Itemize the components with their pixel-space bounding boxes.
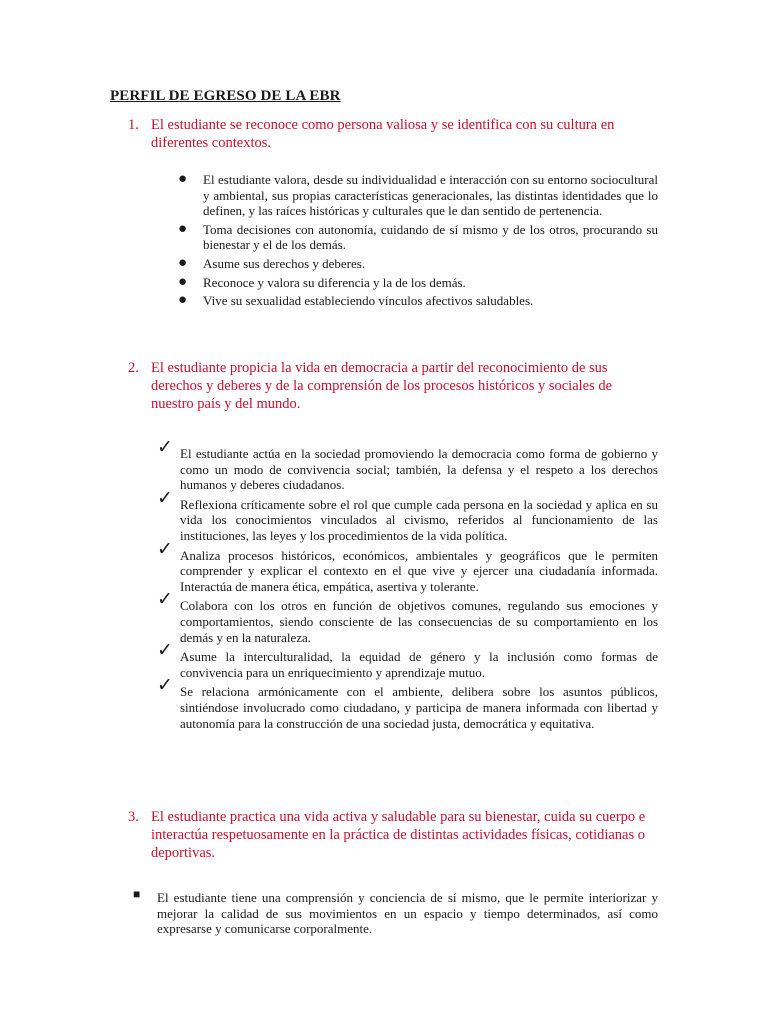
list-item [178,171,658,219]
list-item-text: Reconoce y valora su diferencia y la de los demás. [203,274,466,290]
bullet-icon: ● [178,254,188,271]
checkmark-icon: ✓ [157,675,173,697]
list-item-text: Vive su sexualidad estableciendo vínculos afectivos saludables. [203,293,534,309]
section-2-heading [128,359,658,413]
bullet-icon: ● [178,273,188,290]
section-3-bullet-list [133,887,658,937]
checkmark-icon: ✓ [157,589,173,611]
square-bullet-icon: ■ [133,887,141,901]
list-item [157,675,658,731]
page-title: PERFIL DE EGRESO DE LA EBR [110,88,341,104]
checkmark-icon: ✓ [157,640,173,662]
list-item [157,589,658,645]
checkmark-icon: ✓ [157,538,173,560]
bullet-icon: ● [178,292,188,309]
section-text: El estudiante practica una vida activa y saludable para su bienestar, cuida su cuerpo e interactúa respetuosamente en la práctica de distintas actividades físicas, cotidianas o deportivas. [151,809,646,861]
list-item [133,887,658,937]
section-1-heading [128,116,658,152]
list-item [157,487,658,544]
bullet-icon: ● [178,171,188,187]
section-text: El estudiante propicia la vida en democracia a partir del reconocimiento de sus derechos y deberes y de la comprensión de los procesos históricos y sociales de nuestro país y del mundo. [151,360,613,412]
list-item-text: El estudiante valora, desde su individualidad e interacción con su entorno sociocultural y ambiental, sus propias características generacionales, las distintas identidades que lo definen, y las raíces históricas y culturales que le dan sentido de pertenencia. [203,172,658,219]
list-item [157,538,658,595]
list-item-text: Se relaciona armónicamente con el ambiente, delibera sobre los asuntos públicos, sintiéndose involucrado como ciudadano, y participa de manera informada con libertad y autonomía para la construcción de una sociedad justa, democrática y equitativa. [180,684,658,731]
list-item [178,254,658,272]
section-text: El estudiante se reconoce como persona valiosa y se identifica con su cultura en diferentes contextos. [151,117,615,151]
list-item-text: Colabora con los otros en función de objetivos comunes, regulando sus emociones y comportamientos, siendo consciente de las consecuencias de su comportamiento en los demás y en la naturaleza. [180,598,658,645]
list-item [157,437,658,493]
list-item [178,273,658,291]
list-item-text: Asume la interculturalidad, la equidad de género y la inclusión como formas de convivencia para un enriquecimiento y aprendizaje mutuo. [180,649,658,680]
list-item-text: El estudiante actúa en la sociedad promoviendo la democracia como forma de gobierno y como un modo de convivencia social; también, la defensa y el respeto a los derechos humanos y deberes ciudadanos. [180,446,658,493]
checkmark-icon: ✓ [157,437,173,458]
list-item-text: Toma decisiones con autonomía, cuidando de sí mismo y de los otros, procurando su bienestar y el de los demás. [203,221,658,253]
section-1-bullet-list [178,171,658,312]
checkmark-icon: ✓ [157,487,173,509]
section-number: 2. [128,360,139,376]
list-item [157,640,658,680]
bullet-icon: ● [178,220,188,237]
list-item-text: El estudiante tiene una comprensión y conciencia de sí mismo, que le permite interiorizar y mejorar la calidad de sus movimientos en un espacio y tiempo determinados, así como expresarse y comunicarse corporalmente. [157,890,658,937]
section-number: 1. [128,117,139,133]
list-item-text: Reflexiona críticamente sobre el rol que cumple cada persona en la sociedad y aplica en su vida los conocimientos vinculados al civismo, referidos al funcionamiento de las instituciones, las leyes y los procedimientos de la vida política. [180,496,658,543]
list-item-text: Asume sus derechos y deberes. [203,255,366,271]
list-item-text: Analiza procesos históricos, económicos, ambientales y geográficos que le permiten comprender y explicar el contexto en el que vive y ejercer una ciudadanía informada. Interactúa de manera ética, empática, asertiva y tolerante. [180,547,658,594]
section-2-checklist [157,437,658,735]
section-3-heading [128,808,658,862]
list-item [178,292,658,309]
section-number: 3. [128,809,139,825]
list-item [178,220,658,253]
